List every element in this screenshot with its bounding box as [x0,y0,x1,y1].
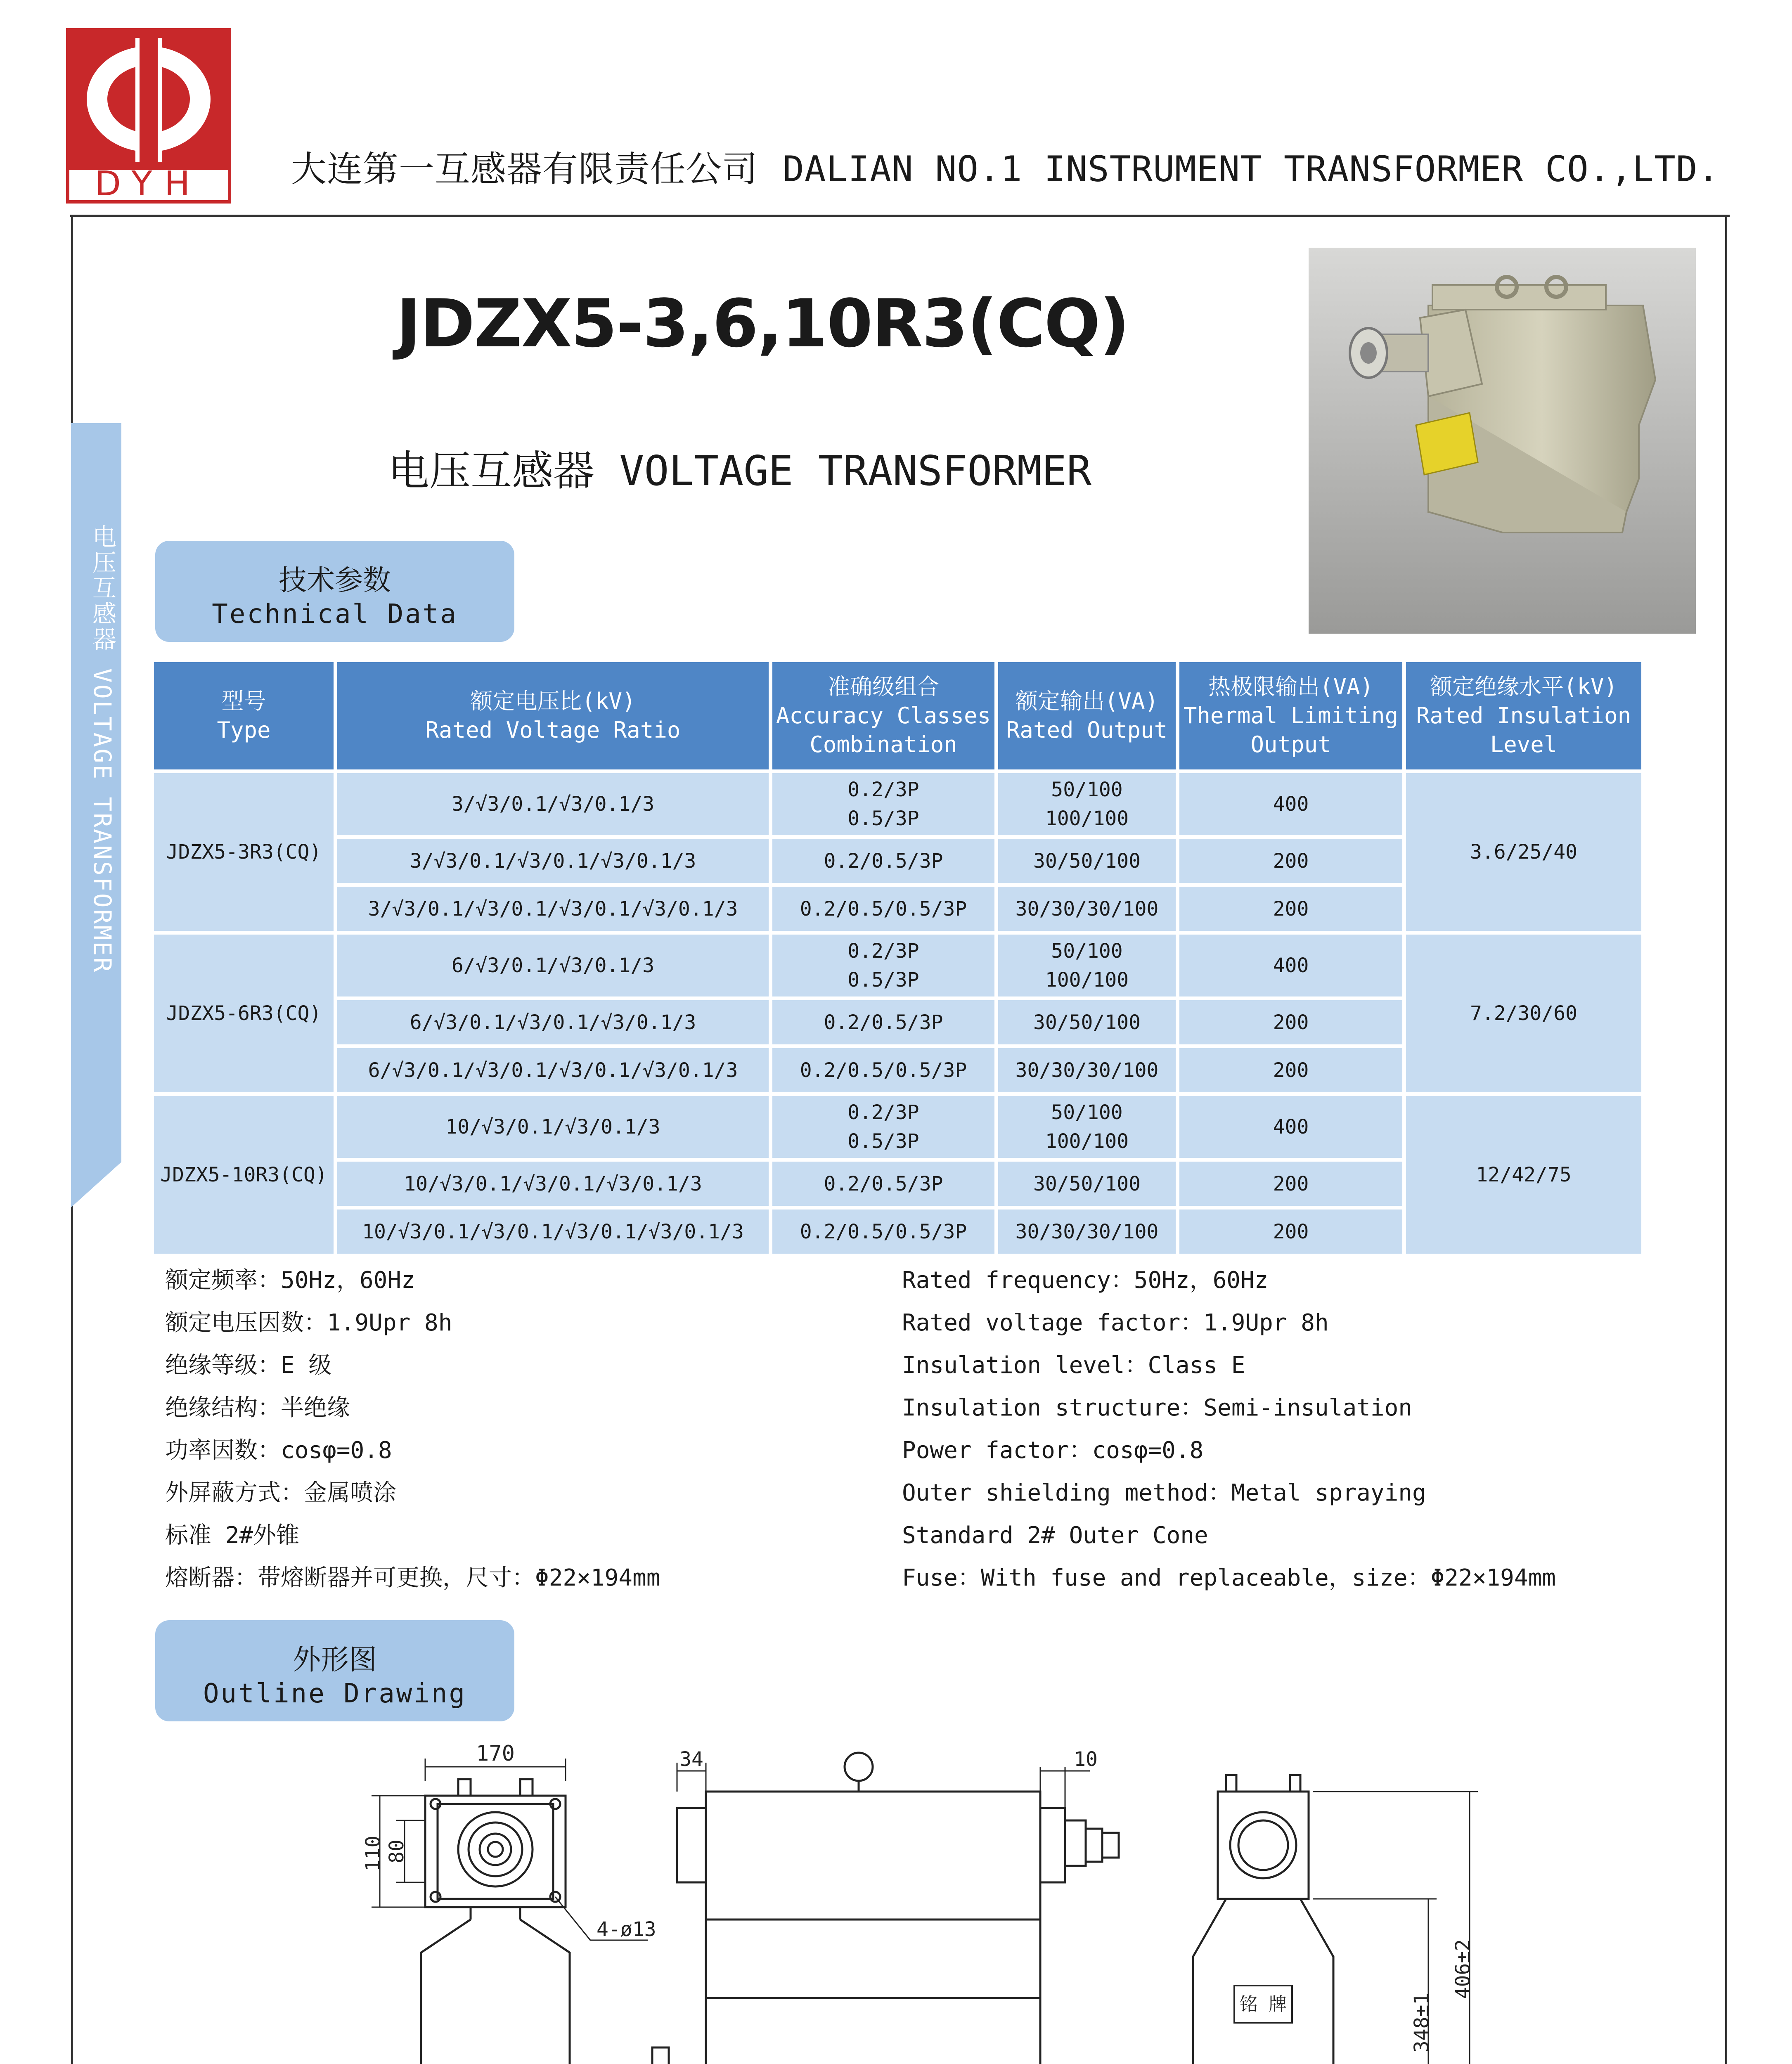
accuracy-cell: 0.2/0.5/0.5/3P [772,887,994,931]
front-view [362,1741,656,2064]
logo-text: DYH [95,164,203,204]
ratio-cell: 3/√3/0.1/√3/0.1/√3/0.1/3 [337,839,769,883]
param-line: 标准 2#外锥 [165,1522,300,1549]
thermal-cell: 200 [1179,1048,1402,1092]
thermal-cell: 200 [1179,1210,1402,1254]
technical-data-heading-en: Technical Data [212,599,458,630]
type-cell: JDZX5-3R3(CQ) [154,773,334,931]
model-title: JDZX5-3,6,10R3(CQ) [396,285,1129,362]
side-view [652,1748,1119,2064]
thermal-cell: 200 [1179,1162,1402,1206]
param-line: 外屏蔽方式：金属喷涂 [165,1479,396,1506]
column-header-output: 额定输出(VA) Rated Output [998,662,1176,769]
product-title: 电压互感器 VOLTAGE TRANSFORMER [388,447,1092,495]
column-header-ratio: 额定电压比(kV) Rated Voltage Ratio [337,662,769,769]
param-line: Outer shielding method：Metal spraying [902,1479,1426,1506]
param-line: 绝缘等级：E 级 [165,1352,332,1379]
side-tab-label: 电压互感器 VOLTAGE TRANSFORMER [88,524,116,974]
outline-drawing-heading [155,1620,514,1721]
ratio-cell: 6/√3/0.1/√3/0.1/√3/0.1/√3/0.1/3 [337,1048,769,1092]
param-line: Standard 2# Outer Cone [902,1522,1208,1549]
dim-label: 170 [476,1741,515,1766]
thermal-cell: 400 [1179,773,1402,835]
output-cell: 30/50/100 [998,1162,1176,1206]
param-line: Rated frequency：50Hz，60Hz [902,1267,1269,1294]
dim-label: 110 [362,1835,385,1872]
thermal-cell: 200 [1179,887,1402,931]
dim-label: 4-ø13 [597,1918,656,1941]
param-line: Fuse：With fuse and replaceable，size：Φ22×194mm [902,1565,1556,1591]
param-line: 功率因数：cosφ=0.8 [165,1437,392,1464]
table-header-row [154,662,1641,769]
param-line: 额定频率：50Hz，60Hz [165,1267,415,1294]
table-row [154,773,1641,835]
insulation-cell: 3.6/25/40 [1406,773,1641,931]
technical-data-heading [155,541,514,642]
dim-label: 10 [1074,1748,1098,1771]
accuracy-cell: 0.2/3P 0.5/3P [772,935,994,996]
thermal-cell: 200 [1179,1000,1402,1044]
param-line: 额定电压因数：1.9Upr 8h [165,1309,452,1336]
output-cell: 50/100 100/100 [998,1096,1176,1158]
accuracy-cell: 0.2/0.5/3P [772,1162,994,1206]
column-header-type: 型号 Type [154,662,334,769]
outline-drawing-heading-en: Outline Drawing [203,1678,466,1709]
dim-label: 406±2 [1451,1939,1475,1999]
technical-data-table [150,658,1645,1257]
param-line: Insulation structure：Semi-insulation [902,1394,1413,1421]
output-cell: 30/30/30/100 [998,1210,1176,1254]
param-line: Power factor：cosφ=0.8 [902,1437,1204,1464]
insulation-cell: 7.2/30/60 [1406,935,1641,1092]
accuracy-cell: 0.2/3P 0.5/3P [772,773,994,835]
thermal-cell: 400 [1179,935,1402,996]
thermal-cell: 400 [1179,1096,1402,1158]
output-cell: 30/30/30/100 [998,887,1176,931]
company-name [291,140,1719,192]
param-line: Insulation level：Class E [902,1352,1245,1379]
accuracy-cell: 0.2/0.5/3P [772,1000,994,1044]
output-cell: 50/100 100/100 [998,935,1176,996]
dim-label: 348±1 [1410,1993,1433,2053]
ratio-cell: 6/√3/0.1/√3/0.1/√3/0.1/3 [337,1000,769,1044]
type-cell: JDZX5-6R3(CQ) [154,935,334,1092]
table-row [154,935,1641,996]
parameters-cn [165,1259,660,1599]
end-view [1177,1775,1478,2064]
thermal-cell: 200 [1179,839,1402,883]
dyh-logo [66,28,231,204]
insulation-cell: 12/42/75 [1406,1096,1641,1254]
output-cell: 30/30/30/100 [998,1048,1176,1092]
ratio-cell: 3/√3/0.1/√3/0.1/3 [337,773,769,835]
accuracy-cell: 0.2/0.5/3P [772,839,994,883]
output-cell: 30/50/100 [998,1000,1176,1044]
company-name-cn: 大连第一互感器有限责任公司 [291,149,758,190]
ratio-cell: 10/√3/0.1/√3/0.1/√3/0.1/√3/0.1/3 [337,1210,769,1254]
ratio-cell: 10/√3/0.1/√3/0.1/3 [337,1096,769,1158]
param-line: Rated voltage factor：1.9Upr 8h [902,1309,1329,1336]
dim-label: 80 [385,1839,408,1863]
type-cell: JDZX5-10R3(CQ) [154,1096,334,1254]
nameplate-label: 铭 牌 [1239,1994,1287,2015]
product-photo [1309,248,1696,634]
column-header-insulation: 额定绝缘水平(kV) Rated Insulation Level [1406,662,1641,769]
accuracy-cell: 0.2/3P 0.5/3P [772,1096,994,1158]
column-header-thermal: 热极限输出(VA) Thermal Limiting Output [1179,662,1402,769]
ratio-cell: 6/√3/0.1/√3/0.1/3 [337,935,769,996]
parameters-en [902,1259,1556,1599]
outline-drawing-heading-cn: 外形图 [292,1644,377,1676]
accuracy-cell: 0.2/0.5/0.5/3P [772,1048,994,1092]
ratio-cell: 3/√3/0.1/√3/0.1/√3/0.1/√3/0.1/3 [337,887,769,931]
ratio-cell: 10/√3/0.1/√3/0.1/√3/0.1/3 [337,1162,769,1206]
outline-drawing [322,1726,1643,2064]
output-cell: 50/100 100/100 [998,773,1176,835]
output-cell: 30/50/100 [998,839,1176,883]
table-row [154,1096,1641,1158]
technical-data-heading-cn: 技术参数 [278,564,391,597]
param-line: 绝缘结构：半绝缘 [165,1394,350,1421]
param-line: 熔断器：带熔断器并可更换，尺寸：Φ22×194mm [165,1565,660,1591]
dim-label: 34 [679,1748,703,1771]
accuracy-cell: 0.2/0.5/0.5/3P [772,1210,994,1254]
company-name-en: DALIAN NO.1 INSTRUMENT TRANSFORMER CO.,LTD. [783,149,1720,190]
column-header-accuracy: 准确级组合 Accuracy Classes Combination [772,662,994,769]
